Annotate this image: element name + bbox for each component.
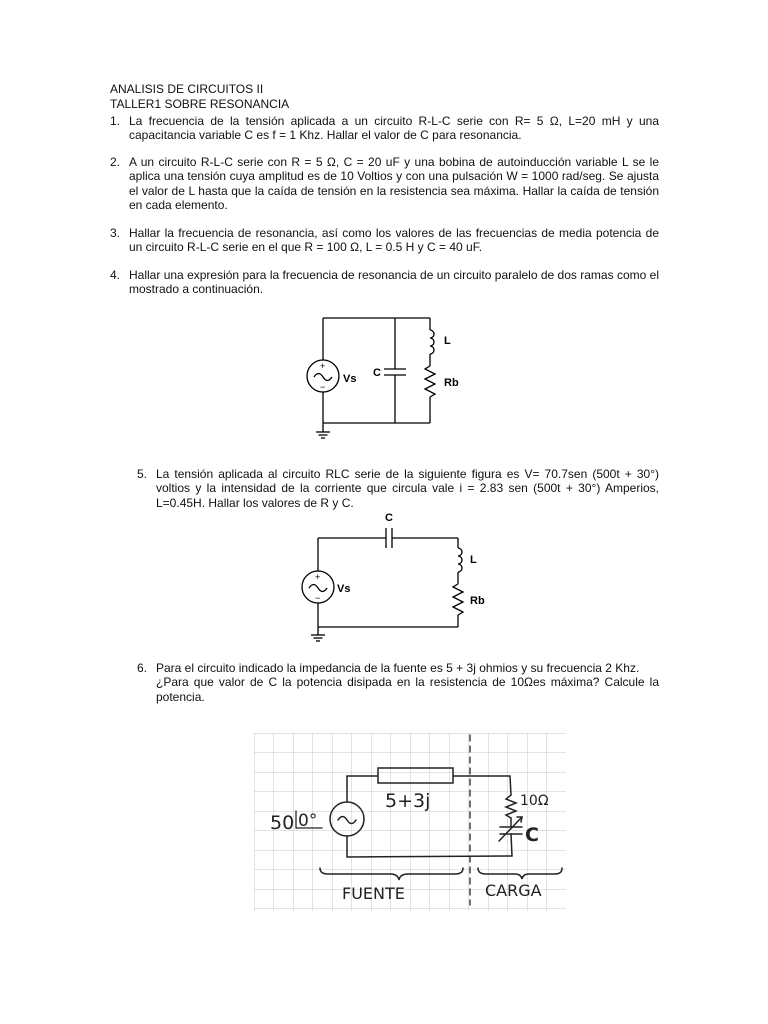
problem-1 <box>110 114 659 143</box>
problem-text: A un circuito R-L-C serie con R = 5 Ω, C = 20 uF y una bobina de autoinducción variable L se le aplica una tensión cuya amplitud es de 10 Voltios y con una pulsación W = 1000 rad/seg. Se ajusta el valor de L hasta que la caída de tensión en la resistencia sea máxima. Hallar la caída de tensión en cada elemento. <box>129 155 659 212</box>
source-section-label: FUENTE <box>342 884 405 903</box>
problem-text: Para el circuito indicado la impedancia de la fuente es 5 + 3j ohmios y su frecuencia 2 Khz. <box>156 661 640 675</box>
problem-number: 2. <box>110 155 121 169</box>
source-angle: 0° <box>298 811 318 831</box>
series-circuit-diagram <box>285 508 485 648</box>
handwritten-circuit-sketch <box>250 730 570 915</box>
source-magnitude: 50 <box>270 812 295 834</box>
problem-2 <box>110 155 659 212</box>
problem-number: 5. <box>137 467 148 481</box>
impedance-label: 5+3j <box>385 790 431 812</box>
inductor-label: L <box>444 335 451 347</box>
problem-3 <box>110 226 659 255</box>
capacitor-label: C <box>385 512 393 524</box>
load-capacitor-label: C <box>525 824 539 846</box>
problem-number: 3. <box>110 226 121 240</box>
document-header <box>110 82 289 112</box>
problem-text: La tensión aplicada al circuito RLC serie de la siguiente figura es V= 70.7sen (500t + 30°) voltios y la intensidad de la corriente que circula vale i = 2.83 sen (500t + 30°) Amperios, L=0.45H. Hallar los valores de R y C. <box>156 467 659 510</box>
source-plus-sign: + <box>320 361 326 371</box>
problem-4 <box>110 268 659 297</box>
source-minus-sign: − <box>315 593 321 603</box>
source-minus-sign: − <box>320 382 326 392</box>
parallel-circuit-diagram <box>290 305 480 445</box>
source-label: Vs <box>343 373 357 385</box>
problem-5 <box>137 467 659 510</box>
problem-text: La frecuencia de la tensión aplicada a un circuito R-L-C serie con R= 5 Ω, L=20 mH y una capacitancia variable C es f = 1 Khz. Hallar el valor de C para resonancia. <box>129 114 659 143</box>
course-title: ANALISIS DE CIRCUITOS II <box>110 82 264 96</box>
problem-6 <box>137 661 659 704</box>
capacitor-label: C <box>373 367 381 379</box>
source-plus-sign: + <box>315 572 321 582</box>
workshop-title: TALLER1 SOBRE RESONANCIA <box>110 97 290 111</box>
problem-number: 1. <box>110 114 121 128</box>
resistor-label: Rb <box>444 377 459 389</box>
problem-text: Hallar una expresión para la frecuencia de resonancia de un circuito paralelo de dos ramas como el mostrado a continuación. <box>129 268 659 297</box>
load-section-label: CARGA <box>485 881 542 900</box>
load-resistor-label: 10Ω <box>520 793 549 809</box>
problem-number: 6. <box>137 661 148 675</box>
source-label: Vs <box>337 583 351 595</box>
problem-text: Hallar la frecuencia de resonancia, así como los valores de las frecuencias de media potencia de un circuito R-L-C serie en el que R = 100 Ω, L = 0.5 H y C = 40 uF. <box>129 226 659 255</box>
problem-question: ¿Para que valor de C la potencia disipada en la resistencia de 10Ωes máxima? Calcule la potencia. <box>156 675 659 704</box>
problem-number: 4. <box>110 268 121 282</box>
resistor-label: Rb <box>470 595 485 607</box>
inductor-label: L <box>470 554 477 566</box>
